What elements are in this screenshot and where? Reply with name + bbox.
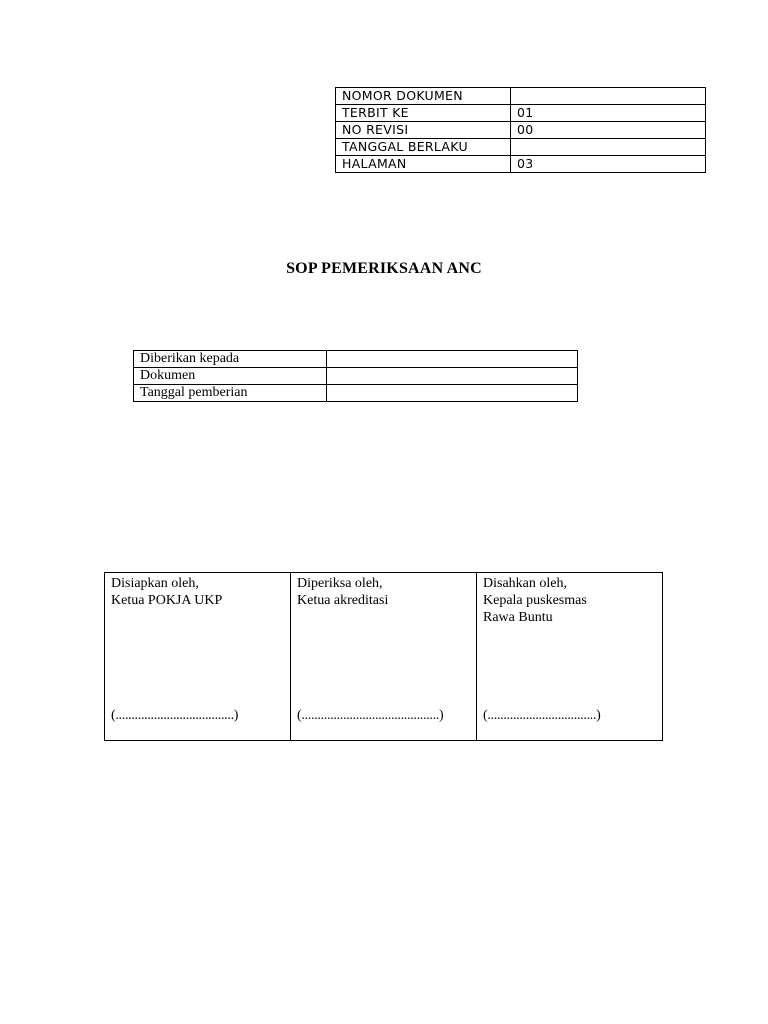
approval-title-line: Ketua POKJA UKP [111, 593, 223, 608]
approval-table [104, 572, 663, 741]
table-row [134, 351, 578, 368]
table-row [336, 105, 706, 122]
table-row [105, 573, 663, 741]
distribution-label: Dokumen [134, 368, 327, 385]
doc-info-value: 00 [511, 122, 706, 139]
distribution-value [327, 351, 578, 368]
document-info-table [335, 87, 706, 173]
doc-info-label: NO REVISI [336, 122, 511, 139]
distribution-table [133, 350, 578, 402]
approval-role-line: Disiapkan oleh, [111, 576, 199, 591]
table-row [336, 156, 706, 173]
approval-title-line: Kepala puskesmas [483, 593, 587, 608]
table-row [336, 122, 706, 139]
signature-line: (.....................................) [111, 708, 239, 723]
doc-info-label: TANGGAL BERLAKU [336, 139, 511, 156]
doc-info-value [511, 88, 706, 105]
distribution-label: Diberikan kepada [134, 351, 327, 368]
doc-info-label: TERBIT KE [336, 105, 511, 122]
doc-info-label: NOMOR DOKUMEN [336, 88, 511, 105]
doc-info-value: 01 [511, 105, 706, 122]
signature-line: (...........................................) [297, 708, 444, 723]
approval-title-line: Ketua akreditasi [297, 593, 389, 608]
approval-role-line: Disahkan oleh, [483, 576, 567, 591]
approval-heading [297, 575, 388, 609]
approval-role-line: Diperiksa oleh, [297, 576, 383, 591]
distribution-label: Tanggal pemberian [134, 385, 327, 402]
approval-heading [483, 575, 587, 626]
table-row [336, 88, 706, 105]
table-row [134, 385, 578, 402]
document-title: SOP PEMERIKSAAN ANC [286, 260, 482, 277]
table-row [134, 368, 578, 385]
doc-info-value [511, 139, 706, 156]
approval-cell-checked [291, 573, 477, 741]
doc-info-label: HALAMAN [336, 156, 511, 173]
approval-extra-line: Rawa Buntu [483, 610, 553, 625]
approval-cell-approved [477, 573, 663, 741]
approval-cell-prepared [105, 573, 291, 741]
table-row [336, 139, 706, 156]
distribution-value [327, 368, 578, 385]
doc-info-value: 03 [511, 156, 706, 173]
signature-line: (..................................) [483, 708, 601, 723]
distribution-value [327, 385, 578, 402]
approval-heading [111, 575, 222, 609]
